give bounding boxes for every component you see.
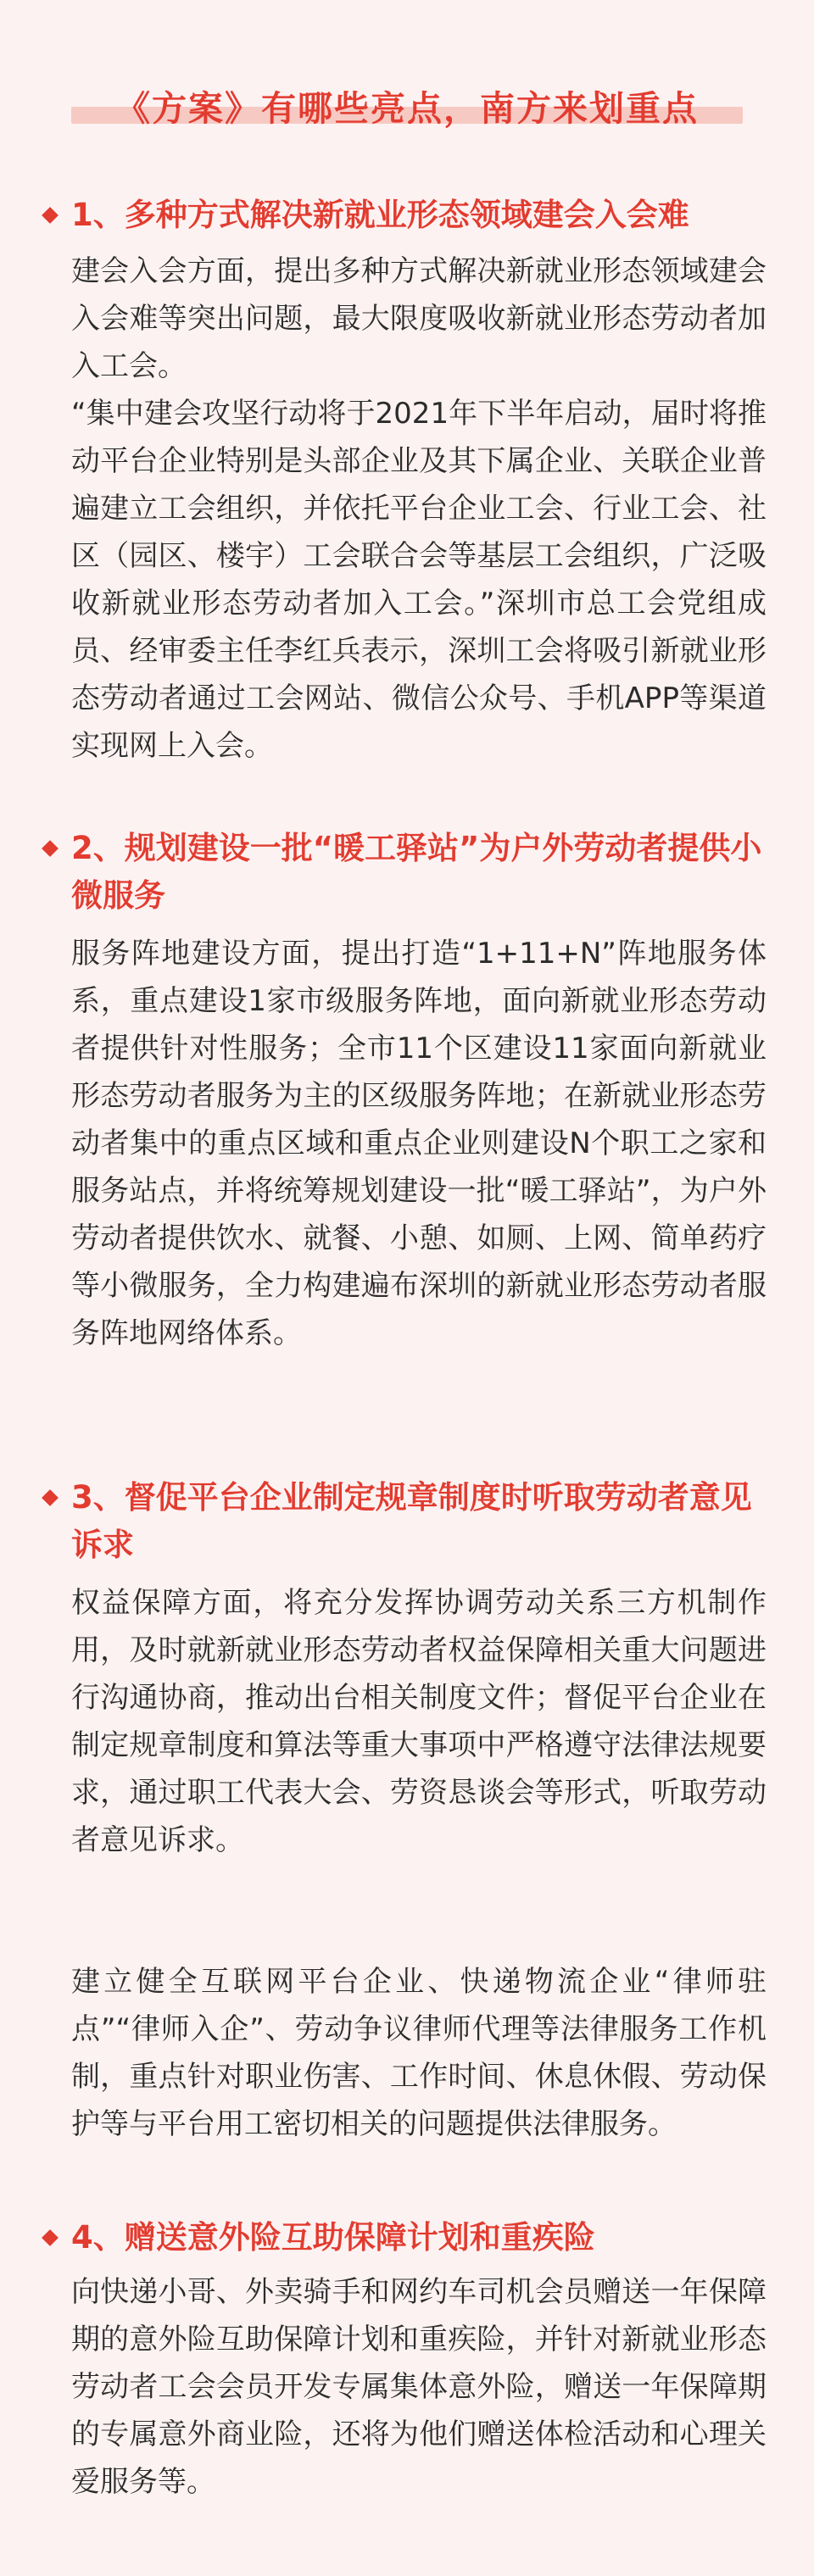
diamond-bullet-icon: [42, 1489, 59, 1506]
section-paragraph: 建立健全互联网平台企业、快递物流企业“律师驻点”“律师入企”、劳动争议律师代理等法律服务工作机制，重点针对职业伤害、工作时间、休息休假、劳动保护等与平台用工密切相关的问题提供法律服务。: [71, 1965, 767, 2141]
diamond-bullet-icon: [42, 840, 59, 857]
section-heading: 4、赠送意外险互助保障计划和重疾险: [71, 2219, 595, 2256]
section-paragraph: 权益保障方面，将充分发挥协调劳动关系三方机制作用，及时就新就业形态劳动者权益保障相关重大问题进行沟通协商，推动出台相关制度文件；督促平台企业在制定规章制度和算法等重大事项中严格遵守法律法规要求，通过职工代表大会、劳资恳谈会等形式，听取劳动者意见诉求。: [71, 1586, 767, 1857]
diamond-bullet-icon: [42, 2229, 59, 2246]
page-title: 《方案》有哪些亮点，南方来划重点: [115, 88, 699, 129]
diamond-bullet-icon: [42, 207, 59, 224]
section-paragraph: 建会入会方面，提出多种方式解决新就业形态领域建会入会难等突出问题，最大限度吸收新就业形态劳动者加入工会。: [71, 254, 767, 383]
section-paragraph: 向快递小哥、外卖骑手和网约车司机会员赠送一年保障期的意外险互助保障计划和重疾险，并针对新就业形态劳动者工会会员开发专属集体意外险，赠送一年保障期的专属意外商业险，还将为他们赠送体检活动和心理关爱服务等。: [71, 2275, 767, 2499]
section-paragraph: “集中建会攻坚行动将于2021年下半年启动，届时将推动平台企业特别是头部企业及其下属企业、关联企业普遍建立工会组织，并依托平台企业工会、行业工会、社区（园区、楼宇）工会联合会等基层工会组织，广泛吸收新就业形态劳动者加入工会。”深圳市总工会党组成员、经审委主任李红兵表示，深圳工会将吸引新就业形态劳动者通过工会网站、微信公众号、手机APP等渠道实现网上入会。: [71, 397, 767, 763]
section-heading: 2、规划建设一批“暖工驿站”为户外劳动者提供小微服务: [71, 830, 762, 914]
section-paragraph: 服务阵地建设方面，提出打造“1+11+N”阵地服务体系，重点建设1家市级服务阵地，面向新就业形态劳动者提供针对性服务；全市11个区建设11家面向新就业形态劳动者服务为主的区级服务阵地；在新就业形态劳动者集中的重点区域和重点企业则建设N个职工之家和服务站点，并将统筹规划建设一批“暖工驿站”，为户外劳动者提供饮水、就餐、小憩、如厕、上网、简单药疗等小微服务，全力构建遍布深圳的新就业形态劳动者服务阵地网络体系。: [71, 937, 767, 1350]
section-heading: 3、督促平台企业制定规章制度时听取劳动者意见诉求: [71, 1479, 752, 1563]
section-heading: 1、多种方式解决新就业形态领域建会入会难: [71, 197, 689, 233]
